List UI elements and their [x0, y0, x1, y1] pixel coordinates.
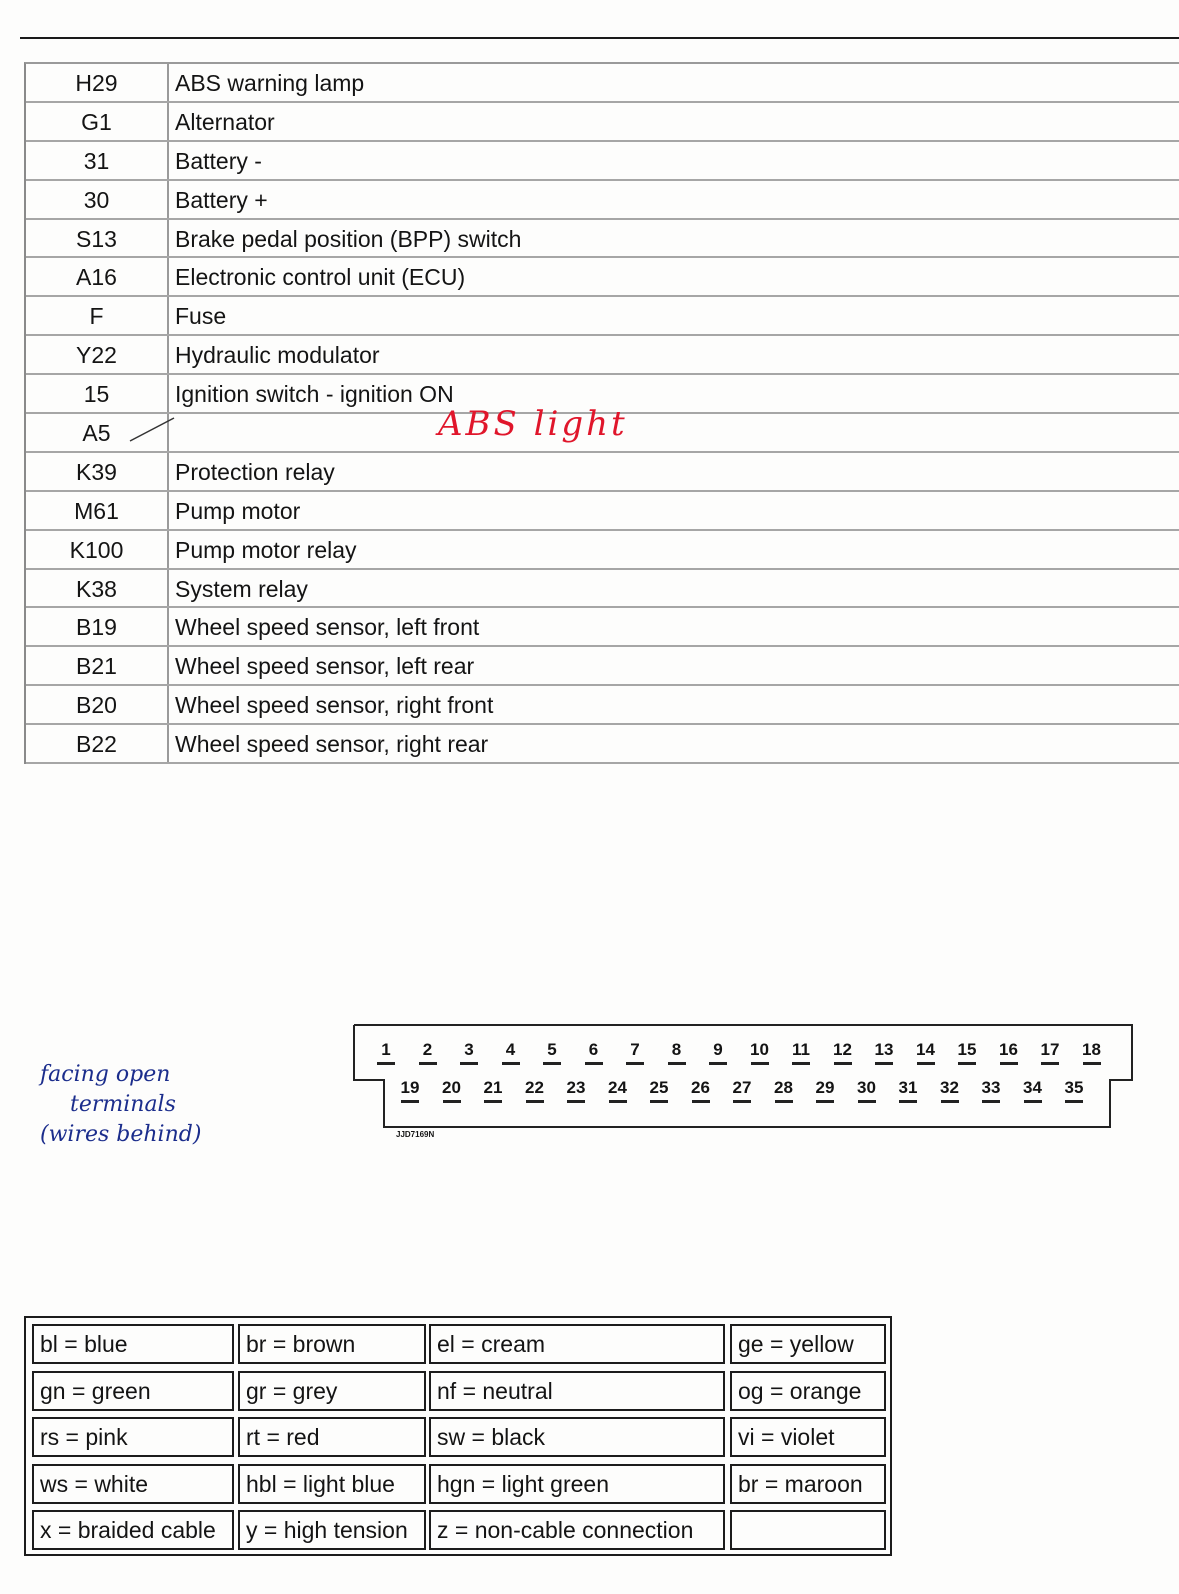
connector-pin-10: 10: [750, 1040, 769, 1059]
wire-color-key: [24, 1316, 892, 1556]
table-row: [26, 647, 1179, 686]
component-description: Electronic control unit (ECU): [175, 264, 466, 291]
table-row: [26, 220, 1179, 259]
component-description: Brake pedal position (BPP) switch: [175, 225, 522, 252]
component-code: B19: [26, 608, 169, 645]
connector-pin-slot: [1083, 1062, 1101, 1065]
connector-pin-slot: [1041, 1062, 1059, 1065]
connector-pin-12: 12: [833, 1040, 852, 1059]
component-code: Y22: [26, 336, 169, 373]
color-key-cell: el = cream: [429, 1324, 725, 1364]
component-code: K39: [26, 453, 169, 490]
component-code: B20: [26, 686, 169, 723]
connector-pin-5: 5: [547, 1040, 557, 1059]
table-row: [26, 531, 1179, 570]
color-key-cell: br = maroon: [730, 1464, 886, 1504]
color-key-cell: gr = grey: [238, 1371, 426, 1411]
connector-pin-slot: [460, 1062, 478, 1065]
connector-pin-slot: [443, 1100, 461, 1103]
connector-pin-slot: [502, 1062, 520, 1065]
component-description: Battery -: [175, 147, 262, 174]
component-description: ABS warning lamp: [175, 70, 365, 96]
component-code: S13: [26, 220, 169, 257]
table-row: [26, 103, 1179, 142]
connector-pin-9: 9: [713, 1040, 723, 1059]
connector-pin-slot: [692, 1100, 710, 1103]
table-row: [26, 336, 1179, 375]
handwritten-abs-light-note: ABS light: [438, 404, 628, 444]
connector-pin-15: 15: [957, 1040, 977, 1059]
component-code: A5: [26, 414, 169, 451]
connector-pin-slot: [899, 1100, 917, 1103]
connector-pin-slot: [858, 1100, 876, 1103]
connector-pin-2: 2: [422, 1040, 433, 1059]
table-row: [26, 142, 1179, 181]
connector-pin-slot: [1024, 1100, 1042, 1103]
component-description: Wheel speed sensor, right front: [175, 692, 494, 719]
component-code: K100: [26, 531, 169, 568]
connector-pin-20: 20: [442, 1078, 461, 1097]
connector-pin-8: 8: [671, 1040, 682, 1059]
component-code: H29: [26, 64, 169, 101]
table-row: [26, 608, 1179, 647]
connector-pin-17: 17: [1040, 1040, 1060, 1059]
connector-pin-19: 19: [400, 1078, 420, 1097]
color-key-cell: bl = blue: [32, 1324, 234, 1364]
connector-pin-6: 6: [588, 1040, 599, 1059]
connector-pin-28: 28: [774, 1078, 793, 1097]
connector-pin-slot: [816, 1100, 834, 1103]
connector-diagram: [352, 1022, 1134, 1132]
color-key-cell: vi = violet: [730, 1417, 886, 1457]
table-row: [26, 570, 1179, 609]
component-description: Fuse: [175, 303, 227, 330]
connector-note-line-2: terminals: [70, 1092, 176, 1117]
connector-pin-16: 16: [999, 1040, 1018, 1059]
connector-pin-slot: [941, 1100, 959, 1103]
color-key-cell: x = braided cable: [32, 1510, 234, 1550]
connector-pin-slot: [834, 1062, 852, 1065]
component-code: F: [26, 297, 169, 334]
connector-pin-slot: [526, 1100, 544, 1103]
color-key-cell: ws = white: [32, 1464, 234, 1504]
connector-note-line-3: (wires behind): [40, 1122, 202, 1147]
color-key-cell: hgn = light green: [429, 1464, 725, 1504]
connector-pin-slot: [733, 1100, 751, 1103]
component-description: Alternator: [175, 108, 275, 135]
connector-pin-14: 14: [916, 1040, 935, 1059]
component-description: Pump motor: [175, 497, 301, 524]
connector-pin-35: 35: [1064, 1078, 1084, 1097]
connector-pin-slot: [377, 1062, 395, 1065]
connector-pin-3: 3: [464, 1040, 474, 1059]
component-description: Hydraulic modulator: [175, 342, 380, 369]
color-key-cell: gn = green: [32, 1371, 234, 1411]
connector-pin-slot: [668, 1062, 686, 1065]
connector-pin-13: 13: [874, 1040, 894, 1059]
component-code: B21: [26, 647, 169, 684]
component-code: 15: [26, 375, 169, 412]
component-description: Wheel speed sensor, right rear: [175, 731, 489, 758]
connector-pin-slot: [875, 1062, 893, 1065]
connector-pin-slot: [751, 1062, 769, 1065]
connector-pin-slot: [401, 1100, 419, 1103]
connector-pin-23: 23: [566, 1078, 586, 1097]
connector-pin-slot: [1065, 1100, 1083, 1103]
component-description: Protection relay: [175, 458, 335, 485]
table-row: [26, 181, 1179, 220]
connector-pin-slot: [484, 1100, 502, 1103]
connector-pin-27: 27: [732, 1078, 752, 1097]
component-code: 30: [26, 181, 169, 218]
component-code: G1: [26, 103, 169, 140]
table-row: [26, 64, 1179, 103]
connector-pin-11: 11: [792, 1040, 810, 1059]
color-key-cell: ge = yellow: [730, 1324, 886, 1364]
component-description: System relay: [175, 575, 308, 602]
connector-pin-21: 21: [483, 1078, 503, 1097]
connector-pin-slot: [626, 1062, 644, 1065]
connector-pin-22: 22: [525, 1078, 544, 1097]
component-code: A16: [26, 258, 169, 295]
component-description: [169, 414, 1179, 451]
connector-pin-26: 26: [691, 1078, 710, 1097]
connector-pin-slot: [1000, 1062, 1018, 1065]
color-key-cell: rt = red: [238, 1417, 426, 1457]
handwritten-connector-note: [40, 1060, 201, 1150]
connector-pin-slot: [585, 1062, 603, 1065]
connector-pin-slot: [917, 1062, 935, 1065]
handwritten-pointer-line: [128, 414, 178, 444]
connector-pin-18: 18: [1082, 1040, 1101, 1059]
connector-pin-slot: [567, 1100, 585, 1103]
component-description: Wheel speed sensor, left front: [175, 614, 480, 641]
connector-pin-slot: [609, 1100, 627, 1103]
connector-pin-32: 32: [940, 1078, 959, 1097]
connector-pin-slot: [543, 1062, 561, 1065]
connector-pin-slot: [650, 1100, 668, 1103]
color-key-cell: rs = pink: [32, 1417, 234, 1457]
color-key-cell: sw = black: [429, 1417, 725, 1457]
connector-pin-slot: [709, 1062, 727, 1065]
connector-pin-30: 30: [857, 1078, 876, 1097]
table-row: [26, 258, 1179, 297]
connector-pin-24: 24: [608, 1078, 627, 1097]
table-row: [26, 686, 1179, 725]
color-key-cell: z = non-cable connection: [429, 1510, 725, 1550]
connector-pin-slot: [958, 1062, 976, 1065]
table-row: [26, 492, 1179, 531]
table-row: [26, 453, 1179, 492]
color-key-cell: og = orange: [730, 1371, 886, 1411]
component-code: 31: [26, 142, 169, 179]
component-code: M61: [26, 492, 169, 529]
connector-code: JJD7169N: [396, 1130, 435, 1139]
connector-pin-1: 1: [381, 1040, 391, 1059]
component-description: Wheel speed sensor, left rear: [175, 653, 475, 680]
connector-pin-29: 29: [815, 1078, 835, 1097]
connector-pin-25: 25: [649, 1078, 669, 1097]
connector-pin-34: 34: [1023, 1078, 1042, 1097]
top-rule: [20, 37, 1179, 39]
connector-pin-31: 31: [898, 1078, 918, 1097]
connector-pin-7: 7: [630, 1040, 640, 1059]
connector-pin-slot: [419, 1062, 437, 1065]
color-key-cell: br = brown: [238, 1324, 426, 1364]
color-key-cell: hbl = light blue: [238, 1464, 426, 1504]
table-row: [26, 725, 1179, 764]
component-code: B22: [26, 725, 169, 762]
color-key-cell: nf = neutral: [429, 1371, 725, 1411]
connector-pin-33: 33: [981, 1078, 1001, 1097]
color-key-cell: y = high tension: [238, 1510, 426, 1550]
connector-note-line-1: facing open: [40, 1062, 171, 1087]
table-row: [26, 297, 1179, 336]
component-description: Pump motor relay: [175, 536, 357, 563]
connector-pin-slot: [792, 1062, 810, 1065]
connector-pin-slot: [982, 1100, 1000, 1103]
component-description: Ignition switch - ignition ON: [175, 381, 454, 408]
connector-outline: [352, 1022, 1134, 1132]
connector-pin-slot: [775, 1100, 793, 1103]
component-code: K38: [26, 570, 169, 607]
connector-pin-4: 4: [505, 1040, 516, 1059]
color-key-cell: [730, 1510, 886, 1550]
component-description: Battery +: [175, 186, 268, 213]
